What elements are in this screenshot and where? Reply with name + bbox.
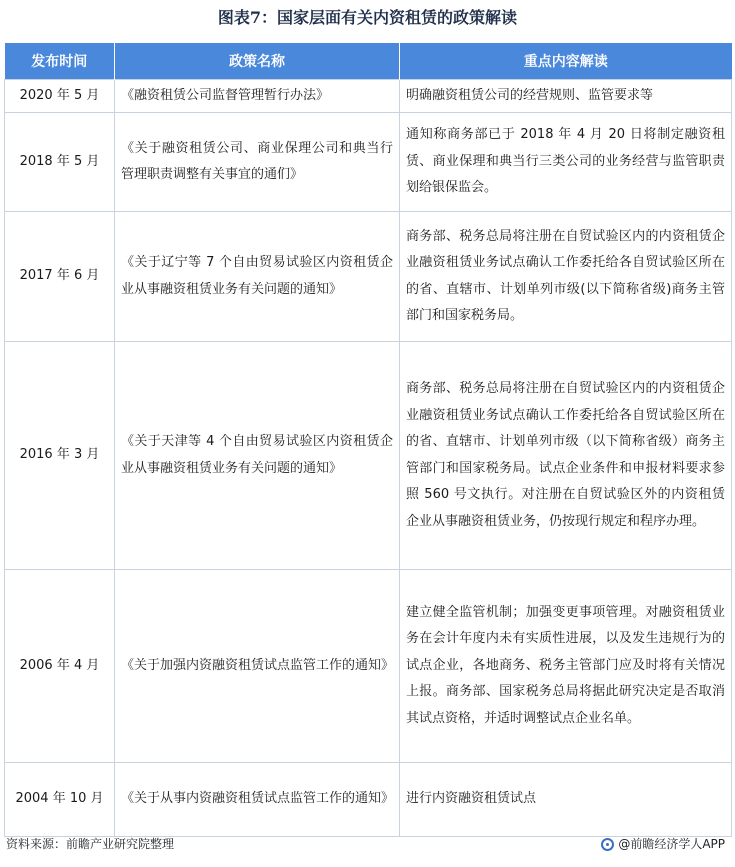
table-row <box>5 570 732 763</box>
row-policy-name: 《关于融资租赁公司、商业保理公司和典当行管理职责调整有关事宜的通们》 <box>115 113 400 212</box>
row-date: 2018 年 5 月 <box>5 113 115 212</box>
row-policy-name: 《关于天津等 4 个自由贸易试验区内资租赁企业从事融资租赁业务有关问题的通知》 <box>115 342 400 570</box>
brand-credit <box>601 836 725 852</box>
header-key-content: 重点内容解读 <box>400 43 732 80</box>
qianzhan-logo-icon <box>601 838 614 851</box>
row-date: 2020 年 5 月 <box>5 80 115 113</box>
row-policy-name: 《融资租赁公司监督管理暂行办法》 <box>115 80 400 113</box>
row-policy-name: 《关于从事内资融资租赁试点监管工作的通知》 <box>115 763 400 837</box>
header-date: 发布时间 <box>5 43 115 80</box>
row-key-content: 商务部、税务总局将注册在自贸试验区内的内资租赁企业融资租赁业务试点确认工作委托给各自贸试验区所在的省、直辖市、计划单列市级(以下简称省级)商务主管部门和国家税务局。 <box>400 212 732 342</box>
table-row <box>5 212 732 342</box>
row-date: 2006 年 4 月 <box>5 570 115 763</box>
row-date: 2016 年 3 月 <box>5 342 115 570</box>
table-row <box>5 113 732 212</box>
table-header-row <box>5 43 732 80</box>
row-key-content: 商务部、税务总局将注册在自贸试验区内的内资租赁企业融资租赁业务试点确认工作委托给各自贸试验区所在的省、直辖市、计划单列市级（以下简称省级）商务主管部门和国家税务局。试点企业条件和申报材料要求参照 560 号文执行。对注册在自贸试验区外的内资租赁企业从事融资租赁业务，仍按现行规定和程序办理。 <box>400 342 732 570</box>
row-policy-name: 《关于加强内资融资租赁试点监管工作的通知》 <box>115 570 400 763</box>
row-key-content: 通知称商务部已于 2018 年 4 月 20 日将制定融资租赁、商业保理和典当行三类公司的业务经营与监管职责划给银保监会。 <box>400 113 732 212</box>
table-row <box>5 342 732 570</box>
row-policy-name: 《关于辽宁等 7 个自由贸易试验区内资租赁企业从事融资租赁业务有关问题的通知》 <box>115 212 400 342</box>
row-date: 2017 年 6 月 <box>5 212 115 342</box>
table-row <box>5 763 732 837</box>
row-key-content: 建立健全监管机制；加强变更事项管理。对融资租赁业务在会计年度内未有实质性进展，以及发生违规行为的试点企业，各地商务、税务主管部门应及时将有关情况上报。商务部、国家税务总局将据此研究决定是否取消其试点资格，并适时调整试点企业名单。 <box>400 570 732 763</box>
source-note: 资料来源：前瞻产业研究院整理 <box>6 837 175 851</box>
row-date: 2004 年 10 月 <box>5 763 115 837</box>
header-policy-name: 政策名称 <box>115 43 400 80</box>
table-row <box>5 80 732 113</box>
row-key-content: 明确融资租赁公司的经营规则、监管要求等 <box>400 80 732 113</box>
row-key-content: 进行内资融资租赁试点 <box>400 763 732 837</box>
figure-title: 图表7：国家层面有关内资租赁的政策解读 <box>217 8 518 27</box>
policy-table <box>4 43 732 837</box>
brand-text: @前瞻经济学人APP <box>618 837 725 851</box>
